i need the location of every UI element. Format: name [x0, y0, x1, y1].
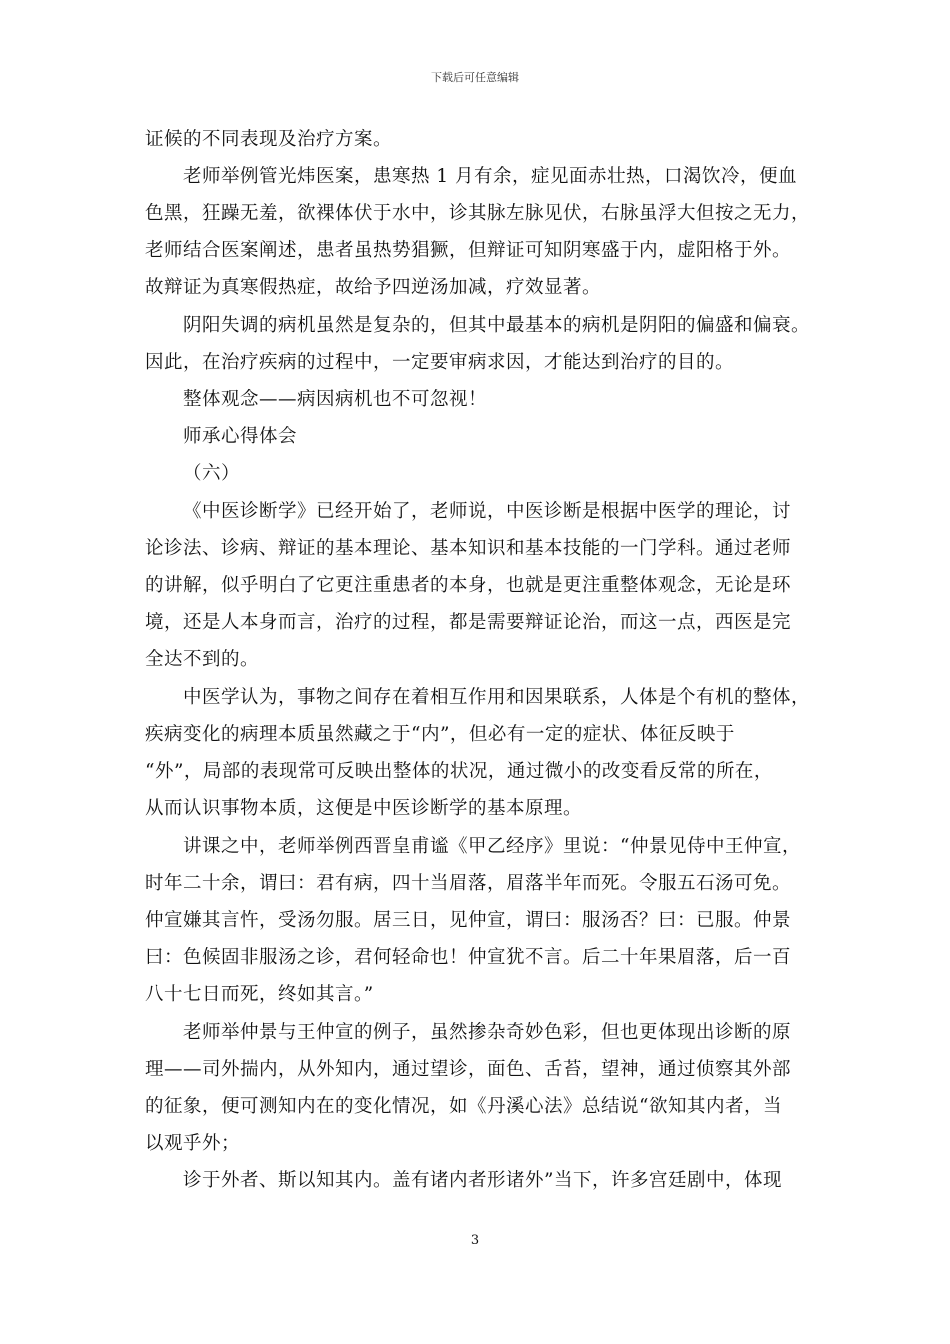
text-line: 理——司外揣内，从外知内，通过望诊，面色、舌苔，望神，通过侦察其外部 — [145, 1059, 792, 1080]
text-line: 疾病变化的病理本质虽然藏之于“内”，但必有一定的症状、体征反映于 — [145, 724, 735, 745]
text-line: 故辩证为真寒假热症，故给予四逆汤加减，疗效显著。 — [145, 277, 602, 298]
text-line: 师承心得体会 — [183, 426, 298, 447]
text-line: 整体观念——病因病机也不可忽视！ — [183, 389, 488, 410]
text-line: 老师举仲景与王仲宣的例子，虽然掺杂奇妙色彩，但也更体现出诊断的原 — [183, 1022, 792, 1043]
text-line: 老师举例管光炜医案，患寒热 1 月有余，症见面赤壮热，口渴饮冷，便血 — [183, 166, 798, 187]
text-line: 时年二十余，谓曰：君有病，四十当眉落，眉落半年而死。令服五石汤可免。 — [145, 873, 792, 894]
text-line: 的讲解，似乎明白了它更注重患者的本身，也就是更注重整体观念，无论是环 — [145, 575, 792, 596]
text-line: 论诊法、诊病、辩证的基本理论、基本知识和基本技能的一门学科。通过老师 — [145, 538, 792, 559]
text-line: 中医学认为，事物之间存在着相互作用和因果联系，人体是个有机的整体， — [183, 687, 811, 708]
text-line: 以观乎外； — [145, 1133, 241, 1154]
page-number: 3 — [470, 1233, 480, 1248]
text-line: 境，还是人本身而言，治疗的过程，都是需要辩证论治，而这一点，西医是完 — [145, 612, 792, 633]
text-line: 阴阳失调的病机虽然是复杂的，但其中最基本的病机是阴阳的偏盛和偏衰。 — [183, 315, 811, 336]
text-line: 《中医诊断学》已经开始了，老师说，中医诊断是根据中医学的理论，讨 — [183, 501, 792, 522]
text-line: 的征象，便可测知内在的变化情况，如《丹溪心法》总结说“欲知其内者，当 — [145, 1096, 782, 1117]
page-header: 下载后可任意编辑 — [431, 71, 519, 84]
text-line: 曰：色候固非服汤之诊，君何轻命也！仲宣犹不言。后二十年果眉落，后一百 — [145, 947, 792, 968]
text-line: 证候的不同表现及治疗方案。 — [145, 129, 393, 150]
text-line: “外”，局部的表现常可反映出整体的状况，通过微小的改变看反常的所在， — [145, 761, 773, 782]
text-line: 因此，在治疗疾病的过程中，一定要审病求因，才能达到治疗的目的。 — [145, 352, 735, 373]
text-line: 诊于外者、斯以知其内。盖有诸内者形诸外”当下，许多宫廷剧中，体现 — [183, 1170, 782, 1191]
text-line: 色黑，狂躁无羞，欲裸体伏于水中，诊其脉左脉见伏，右脉虽浮大但按之无力， — [145, 203, 811, 224]
text-line: 老师结合医案阐述，患者虽热势猖獗，但辩证可知阴寒盛于内，虚阳格于外。 — [145, 240, 792, 261]
text-line: 讲课之中，老师举例西晋皇甫谧《甲乙经序》里说：“仲景见侍中王仲宣， — [183, 836, 801, 857]
text-line: 仲宣嫌其言忤，受汤勿服。居三日，见仲宣，谓曰：服汤否？曰：已服。仲景 — [145, 910, 792, 931]
text-line: （六） — [183, 463, 241, 484]
text-line: 从而认识事物本质，这便是中医诊断学的基本原理。 — [145, 798, 583, 819]
text-line: 八十七日而死，终如其言。” — [145, 984, 374, 1005]
text-line: 全达不到的。 — [145, 649, 260, 670]
